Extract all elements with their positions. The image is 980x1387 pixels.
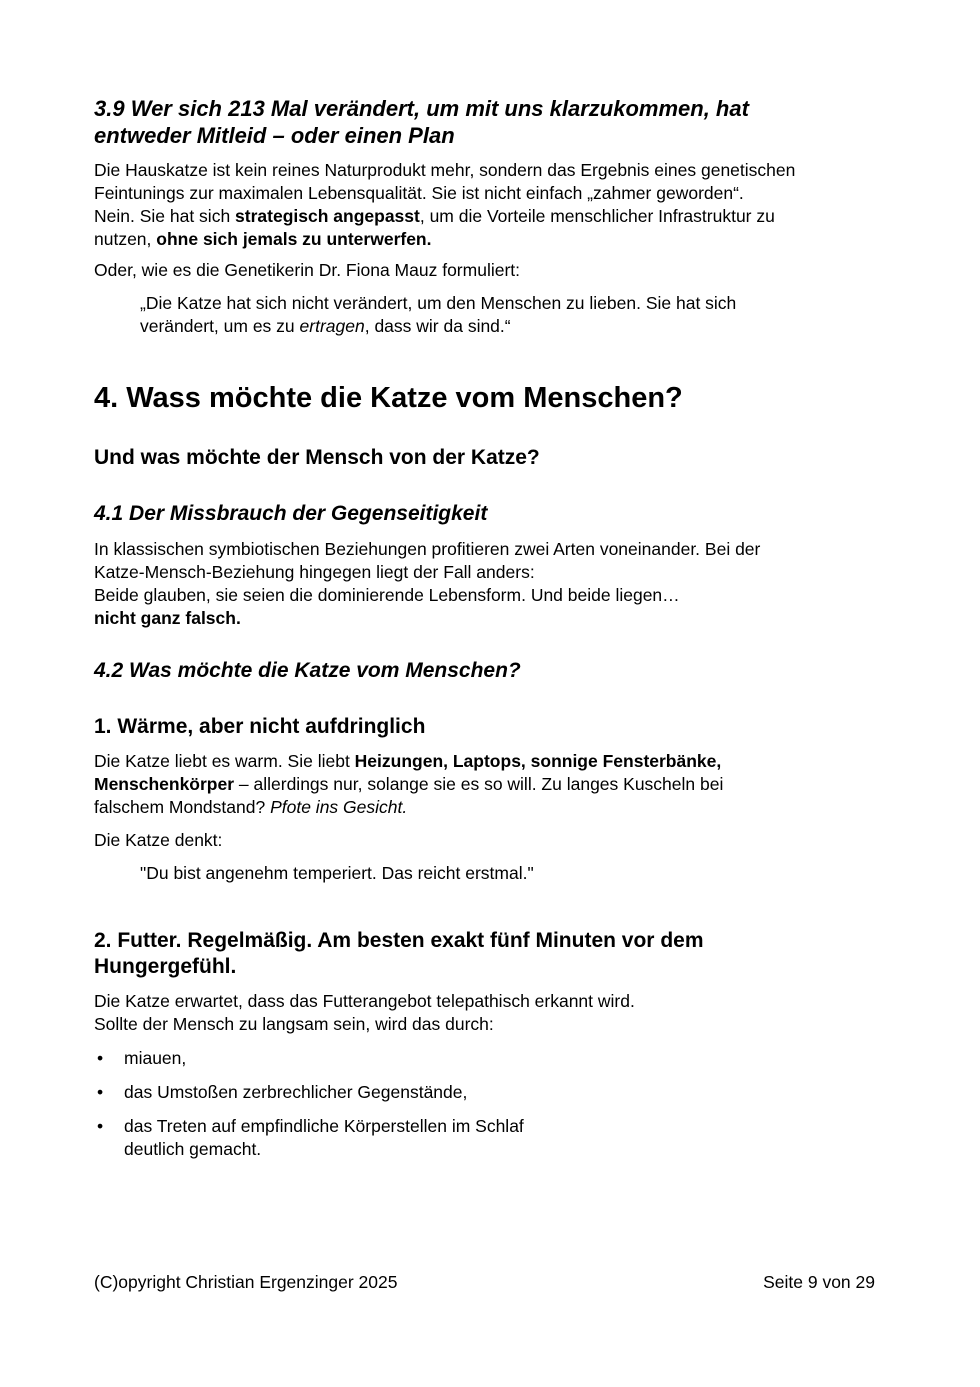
heading-line-2: entweder Mitleid – oder einen Plan xyxy=(94,123,455,148)
section-4-1-heading: 4.1 Der Missbrauch der Gegenseitigkeit xyxy=(94,502,488,525)
section-3-9-heading xyxy=(94,95,749,149)
text-line: , um die Vorteile menschlicher Infrastruktur zu xyxy=(419,206,775,226)
text-line: Die Katze liebt es warm. Sie liebt xyxy=(94,751,355,771)
paragraph-genetikerin: Oder, wie es die Genetikerin Dr. Fiona Mauz formuliert: xyxy=(94,260,521,280)
chapter-4-subheading: Und was möchte der Mensch von der Katze? xyxy=(94,446,540,469)
list-item xyxy=(97,1081,468,1104)
text-line: , dass wir da sind.“ xyxy=(364,316,511,336)
bold-text: strategisch angepasst xyxy=(235,206,420,226)
heading-line-2: Hungergefühl. xyxy=(94,955,237,978)
heading-line-1: 3.9 Wer sich 213 Mal verändert, um mit uns klarzukommen, hat xyxy=(94,96,749,121)
bullet-icon: • xyxy=(97,1048,104,1068)
text-line: Die Katze erwartet, dass das Futterangebot telepathisch erkannt wird. xyxy=(94,991,635,1011)
text-line: Nein. Sie hat sich xyxy=(94,206,236,226)
text-line: Katze-Mensch-Beziehung hingegen liegt der Fall anders: xyxy=(94,562,535,582)
footer-copyright: (C)opyright Christian Ergenzinger 2025 xyxy=(94,1272,398,1292)
list-item xyxy=(97,1047,187,1070)
item-2-heading xyxy=(94,928,704,980)
quote-temperiert: "Du bist angenehm temperiert. Das reicht erstmal." xyxy=(140,863,534,883)
text-line: Die Hauskatze ist kein reines Naturprodukt mehr, sondern das Ergebnis eines genetischen xyxy=(94,160,796,180)
bold-text: ohne sich jemals zu unterwerfen. xyxy=(156,229,432,249)
text-line: nutzen, xyxy=(94,229,157,249)
heading-line-1: 2. Futter. Regelmäßig. Am besten exakt fünf Minuten vor dem xyxy=(94,929,704,952)
text-line: „Die Katze hat sich nicht verändert, um den Menschen zu lieben. Sie hat sich xyxy=(140,293,737,313)
bullet-icon: • xyxy=(97,1082,104,1102)
paragraph-futter xyxy=(94,990,635,1036)
bold-text: nicht ganz falsch. xyxy=(94,608,241,628)
text-line: verändert, um es zu xyxy=(140,316,300,336)
list-item-text: das Umstoßen zerbrechlicher Gegenstände, xyxy=(124,1082,468,1102)
list-item xyxy=(97,1115,524,1161)
bullet-icon: • xyxy=(97,1116,104,1136)
section-4-2-heading: 4.2 Was möchte die Katze vom Menschen? xyxy=(94,659,521,682)
paragraph-gegenseitigkeit xyxy=(94,538,760,630)
italic-text: Pfote ins Gesicht. xyxy=(270,797,408,817)
list-item-text: deutlich gemacht. xyxy=(124,1139,262,1159)
text-line: falschem Mondstand? xyxy=(94,797,271,817)
text-line: – allerdings nur, solange sie es so will. Zu langes Kuscheln bei xyxy=(234,774,724,794)
item-1-heading: 1. Wärme, aber nicht aufdringlich xyxy=(94,715,426,738)
bold-text: Heizungen, Laptops, sonnige Fensterbänke, xyxy=(354,751,722,771)
paragraph-hauskatze xyxy=(94,159,795,251)
list-item-text: das Treten auf empfindliche Körperstellen im Schlaf xyxy=(124,1116,524,1136)
chapter-4-heading: 4. Wass möchte die Katze vom Menschen? xyxy=(94,382,683,414)
bold-text: Menschenkörper xyxy=(94,774,235,794)
footer-page-number: Seite 9 von 29 xyxy=(763,1272,875,1292)
text-line: Beide glauben, sie seien die dominierende Lebensform. Und beide liegen… xyxy=(94,585,680,605)
quote-mauz xyxy=(140,292,736,338)
italic-text: ertragen xyxy=(299,316,365,336)
paragraph-waerme xyxy=(94,750,723,819)
text-line: Sollte der Mensch zu langsam sein, wird das durch: xyxy=(94,1014,494,1034)
paragraph-katze-denkt: Die Katze denkt: xyxy=(94,830,223,850)
text-line: Feintunings zur maximalen Lebensqualität. Sie ist nicht einfach „zahmer geworden“. xyxy=(94,183,744,203)
list-item-text: miauen, xyxy=(124,1048,187,1068)
text-line: In klassischen symbiotischen Beziehungen profitieren zwei Arten voneinander. Bei der xyxy=(94,539,761,559)
